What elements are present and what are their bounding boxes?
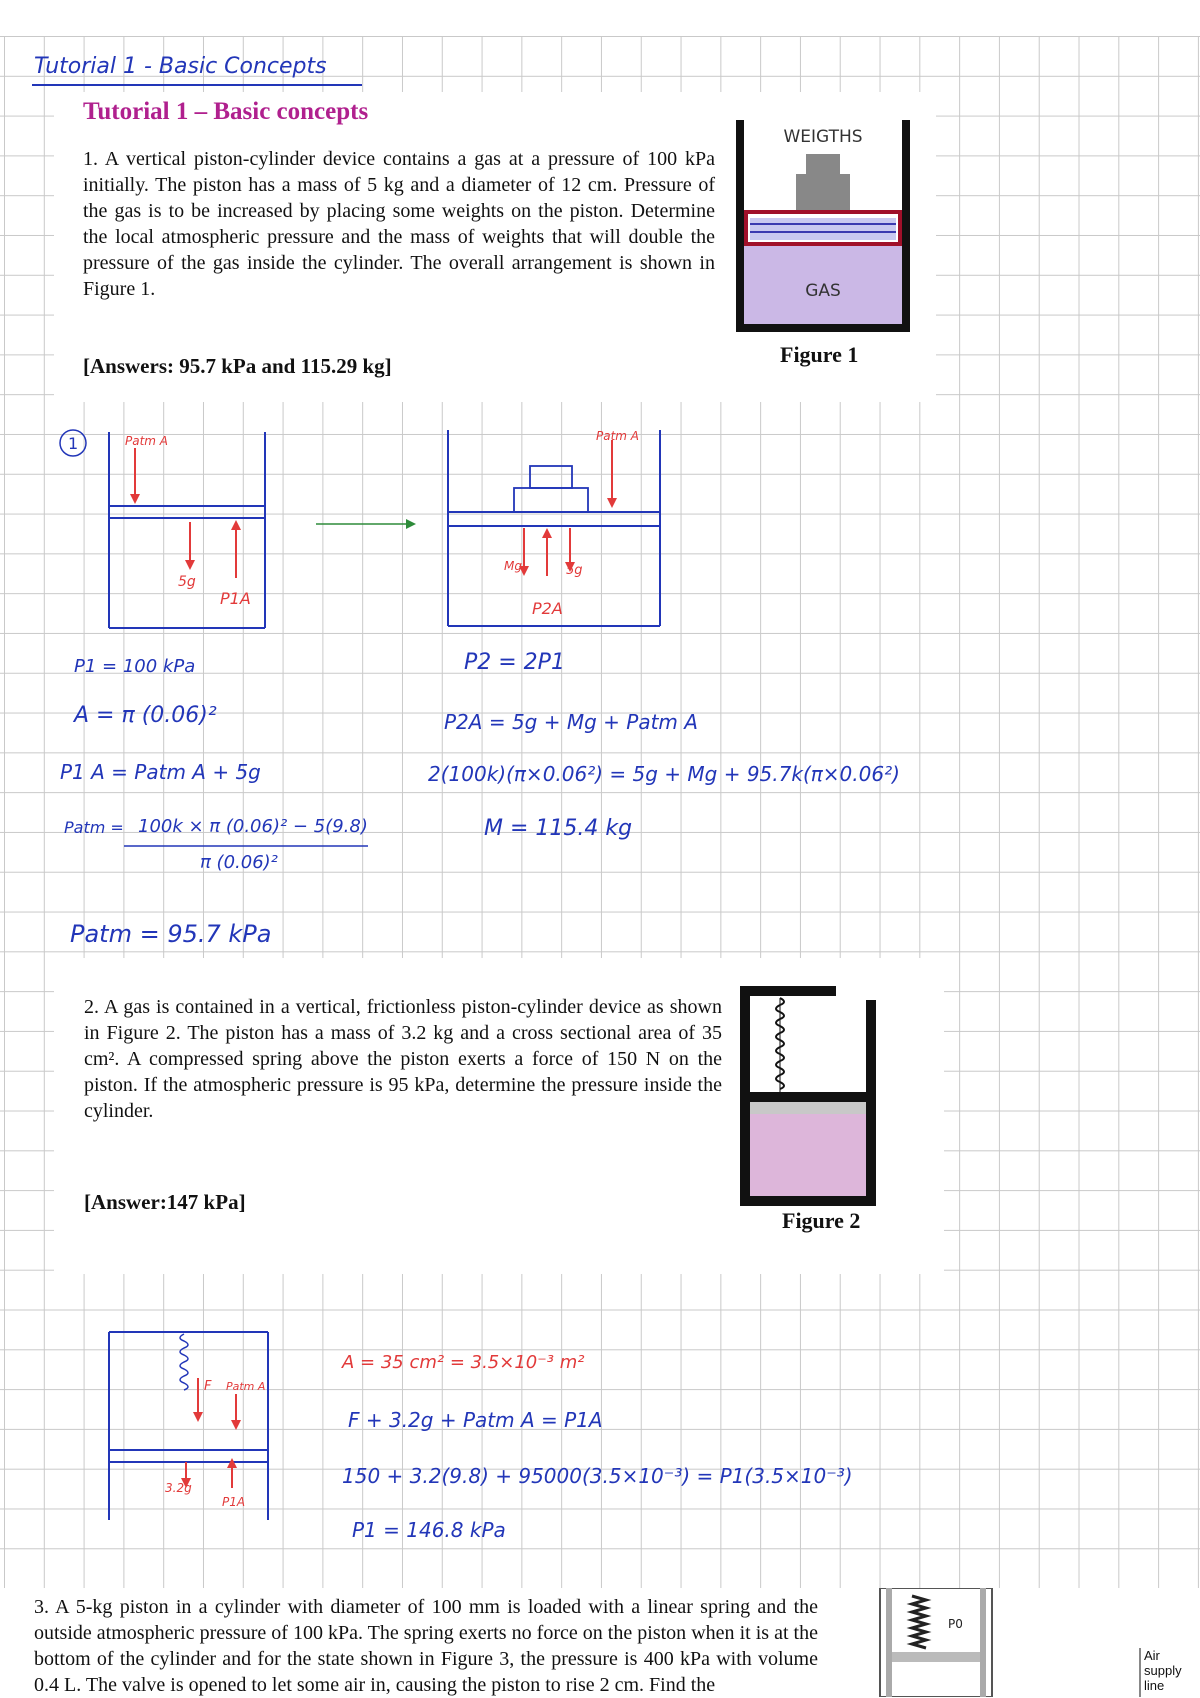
gas-label: GAS — [805, 281, 841, 301]
figure-3-diagram — [876, 1588, 1196, 1697]
patm-arrowhead — [130, 494, 140, 504]
tutorial-title: Tutorial 1 – Basic concepts — [83, 98, 369, 125]
transition-arrowhead — [406, 519, 416, 529]
piston — [750, 218, 896, 240]
equation-substitution: 2(100k)(π×0.06²) = 5g + Mg + 95.7k(π×0.06²) — [428, 762, 900, 786]
patm-arrowhead — [607, 498, 617, 508]
sketch-initial-state — [109, 432, 265, 628]
cylinder-bottom — [736, 324, 910, 332]
patm-label: Patm A — [596, 429, 640, 443]
gas-force-label: P1A — [220, 589, 251, 608]
question-1-answer: [Answers: 95.7 kPa and 115.29 kg] — [83, 354, 392, 378]
equation-p2: P2 = 2P1 — [464, 650, 565, 675]
patm-label: Patm A — [226, 1380, 266, 1393]
piston — [892, 1652, 980, 1662]
solution-2-sketch — [0, 1290, 300, 1520]
question-3-text: 3. A 5-kg piston in a cylinder with diameter of 100 mm is loaded with a linear spring and the outside atmospheric pressure of 100 kPa. The spring exerts no force on the piston when it is at the bottom of the cylinder and for the state shown in Figure 3, the pressure is 400 kPa with volume 0.4 L. The valve is opened to let some air in, causing the piston to rise 2 cm. Find the — [34, 1596, 818, 1696]
spring-icon — [912, 1596, 926, 1648]
weight-block-upper — [806, 154, 840, 176]
spring-force-label: F — [204, 1379, 212, 1394]
cylinder-top-flange — [740, 986, 836, 996]
question-3-panel — [0, 1588, 1200, 1697]
gas-force-label: P2A — [532, 599, 563, 618]
question-1-panel — [54, 92, 936, 402]
equation-p1: P1 = 100 kPa — [74, 656, 196, 677]
cylinder-left-wall — [736, 120, 744, 332]
gas-force-label: P1A — [222, 1495, 246, 1509]
piston-top — [750, 1092, 866, 1102]
weight-label: 3.2g — [165, 1481, 192, 1495]
problem-number: 1 — [68, 434, 79, 453]
figure-1-caption: Figure 1 — [780, 342, 859, 367]
gas-pressure-arrowhead — [231, 520, 241, 530]
sketch-final-state — [448, 429, 660, 626]
weight-label: 5g — [566, 563, 583, 578]
equation-force-balance: P1 A = Patm A + 5g — [60, 760, 261, 784]
sketch-weight-upper — [530, 466, 572, 488]
question-1-text: 1. A vertical piston-cylinder device contains a gas at a pressure of 100 kPa initially. The piston has a mass of 5 kg and a diameter of 12 cm. Pressure of the gas is to be increased by placing some weights on the piston. Determine the local atmospheric pressure and the mass of weights that will double the pressure of the gas inside the cylinder. The overall arrangement is shown in Figure 1. — [83, 148, 715, 300]
figure-2-diagram — [740, 986, 890, 1206]
weight-block-lower — [796, 174, 850, 210]
figure-2-caption: Figure 2 — [782, 1208, 861, 1233]
cylinder-left-wall — [740, 986, 750, 1206]
spring-force-arrowhead — [193, 1412, 203, 1422]
weight-label: 5g — [178, 574, 196, 590]
cylinder-outline — [880, 1588, 992, 1697]
solution-1-sketches — [0, 400, 1200, 960]
sketch-weight-lower — [514, 488, 588, 512]
equation-area: A = π (0.06)² — [74, 703, 217, 728]
equation-substitution-2: 150 + 3.2(9.8) + 95000(3.5×10⁻³) = P1(3.5×10⁻³) — [342, 1464, 853, 1488]
question-2-text: 2. A gas is contained in a vertical, frictionless piston-cylinder device as shown in Figure 2. The piston has a mass of 3.2 kg and a cross sectional area of 35 cm². A compressed spring above the piston exerts a force of 150 N on the piston. If the atmospheric pressure is 95 kPa, determine the pressure inside the cylinder. — [84, 996, 722, 1122]
equation-area-2: A = 35 cm² = 3.5×10⁻³ m² — [342, 1352, 585, 1373]
gas-pressure-arrowhead — [542, 528, 552, 538]
cylinder-right-wall — [866, 1000, 876, 1206]
spring-icon — [180, 1334, 188, 1390]
patm-arrowhead — [231, 1420, 241, 1430]
figure-1-diagram — [736, 120, 926, 340]
equation-force-balance-2: P2A = 5g + Mg + Patm A — [444, 710, 698, 734]
gas-region — [750, 1114, 866, 1196]
result-patm: Patm = 95.7 kPa — [70, 920, 272, 948]
piston — [750, 1102, 866, 1114]
atmospheric-pressure-label: P0 — [948, 1617, 963, 1631]
equation-patm-denominator: π (0.06)² — [200, 852, 278, 873]
air-supply-label: Air supply line — [1144, 1648, 1182, 1693]
weight-arrowhead — [185, 560, 195, 570]
cylinder-right-wall — [902, 120, 910, 332]
equation-patm-numerator: 100k × π (0.06)² − 5(9.8) — [138, 816, 368, 837]
result-mass: M = 115.4 kg — [484, 816, 633, 841]
result-pressure: P1 = 146.8 kPa — [352, 1518, 506, 1542]
air-supply-label-box — [1144, 1648, 1196, 1697]
question-2-panel — [54, 958, 944, 1274]
equation-patm-lhs: Patm = — [64, 818, 124, 837]
mg-label: Mg — [504, 559, 522, 573]
equation-force-balance-3: F + 3.2g + Patm A = P1A — [348, 1408, 603, 1432]
cylinder-bottom — [740, 1196, 876, 1206]
cylinder-wall — [886, 1588, 892, 1697]
patm-label: Patm A — [125, 434, 169, 448]
question-2-answer: [Answer:147 kPa] — [84, 1190, 246, 1214]
title-underline — [32, 84, 362, 86]
cylinder-wall — [980, 1588, 986, 1697]
weights-label: WEIGTHS — [783, 127, 863, 147]
handwritten-page-title: Tutorial 1 - Basic Concepts — [34, 54, 327, 79]
